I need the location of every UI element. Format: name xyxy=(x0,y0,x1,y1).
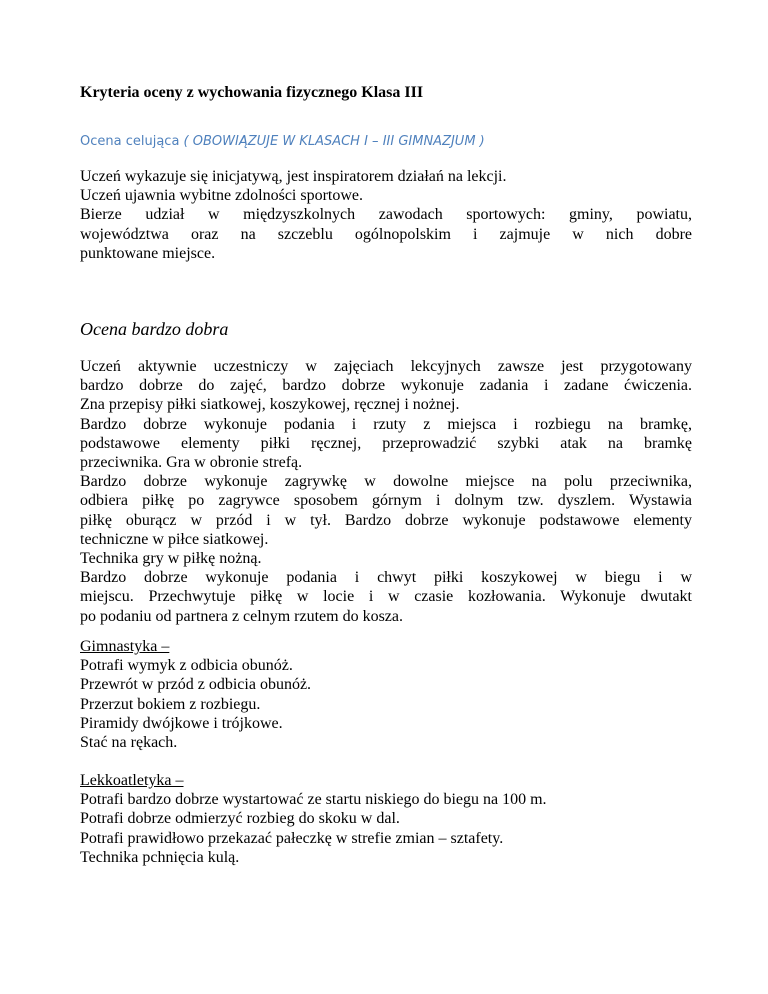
text-line: Potrafi bardzo dobrze wystartować ze startu niskiego do biegu na 100 m. xyxy=(80,791,547,809)
gimnastyka-section xyxy=(80,637,692,752)
lekkoatletyka-section xyxy=(80,771,692,867)
text-line: odbiera piłkę po zagrywce sposobem górnym i dolnym tzw. dyszlem. Wystawia xyxy=(80,492,692,510)
text-line: Stać na rękach. xyxy=(80,734,178,752)
text-line: Przewrót w przód z odbicia obunóż. xyxy=(80,676,312,694)
text-line: Uczeń wykazuje się inicjatywą, jest inspiratorem działań na lekcji. xyxy=(80,168,507,185)
text-line: przeciwnika. Gra w obronie strefą. xyxy=(80,454,303,472)
text-line: miejscu. Przechwytuje piłkę w locie i w czasie kozłowania. Wykonuje dwutakt xyxy=(80,588,692,606)
text-line: Piramidy dwójkowe i trójkowe. xyxy=(80,714,283,732)
text-line: Technika gry w piłkę nożną. xyxy=(80,550,262,568)
celujaca-heading-label: Ocena celująca xyxy=(80,134,184,149)
bardzo-dobra-paragraph xyxy=(80,357,692,626)
text-line: Technika pchnięcia kulą. xyxy=(80,848,240,866)
text-line: Bardzo dobrze wykonuje podania i chwyt piłki koszykowej w biegu i w xyxy=(80,569,692,587)
text-line: piłkę oburącz w przód i w tył. Bardzo dobrze wykonuje podstawowe elementy xyxy=(80,511,692,529)
lekkoatletyka-heading: Lekkoatletyka – xyxy=(80,772,184,789)
text-line: Uczeń aktywnie uczestniczy w zajęciach lekcyjnych zawsze jest przygotowany xyxy=(80,358,692,375)
text-line: Bardzo dobrze wykonuje zagrywkę w dowolne miejsce na polu przeciwnika, xyxy=(80,473,692,491)
text-line: podstawowe elementy piłki ręcznej, przeprowadzić szybki atak na bramkę xyxy=(80,434,692,452)
text-line: po podaniu od partnera z celnym rzutem do kosza. xyxy=(80,607,403,625)
text-line: bardzo dobrze do zajęć, bardzo dobrze wykonuje zadania i zadane ćwiczenia. xyxy=(80,377,692,395)
text-line: Bierze udział w międzyszkolnych zawodach sportowych: gminy, powiatu, xyxy=(80,206,692,224)
text-line: Potrafi prawidłowo przekazać pałeczkę w strefie zmian – sztafety. xyxy=(80,829,504,847)
text-line: techniczne w piłce siatkowej. xyxy=(80,530,269,548)
text-line: Potrafi dobrze odmierzyć rozbieg do skoku w dal. xyxy=(80,810,400,828)
text-line: Bardzo dobrze wykonuje podania i rzuty z miejsca i rozbiegu na bramkę, xyxy=(80,415,692,433)
text-line: punktowane miejsce. xyxy=(80,244,216,262)
gimnastyka-heading: Gimnastyka – xyxy=(80,638,170,655)
celujaca-heading-note: ( OBOWIĄZUJE W KLASACH I – III GIMNAZJUM ) xyxy=(183,134,485,149)
text-line: Uczeń ujawnia wybitne zdolności sportowe. xyxy=(80,187,364,205)
celujaca-heading xyxy=(80,134,485,149)
text-line: województwa oraz na szczeblu ogólnopolskim i zajmuje w nich dobre xyxy=(80,225,692,243)
celujaca-paragraph xyxy=(80,167,692,263)
text-line: Przerzut bokiem z rozbiegu. xyxy=(80,695,261,713)
text-line: Zna przepisy piłki siatkowej, koszykowej, ręcznej i nożnej. xyxy=(80,396,460,414)
document-title: Kryteria oceny z wychowania fizycznego Klasa III xyxy=(80,84,424,101)
bardzo-dobra-heading: Ocena bardzo dobra xyxy=(80,319,229,339)
text-line: Potrafi wymyk z odbicia obunóż. xyxy=(80,657,293,675)
